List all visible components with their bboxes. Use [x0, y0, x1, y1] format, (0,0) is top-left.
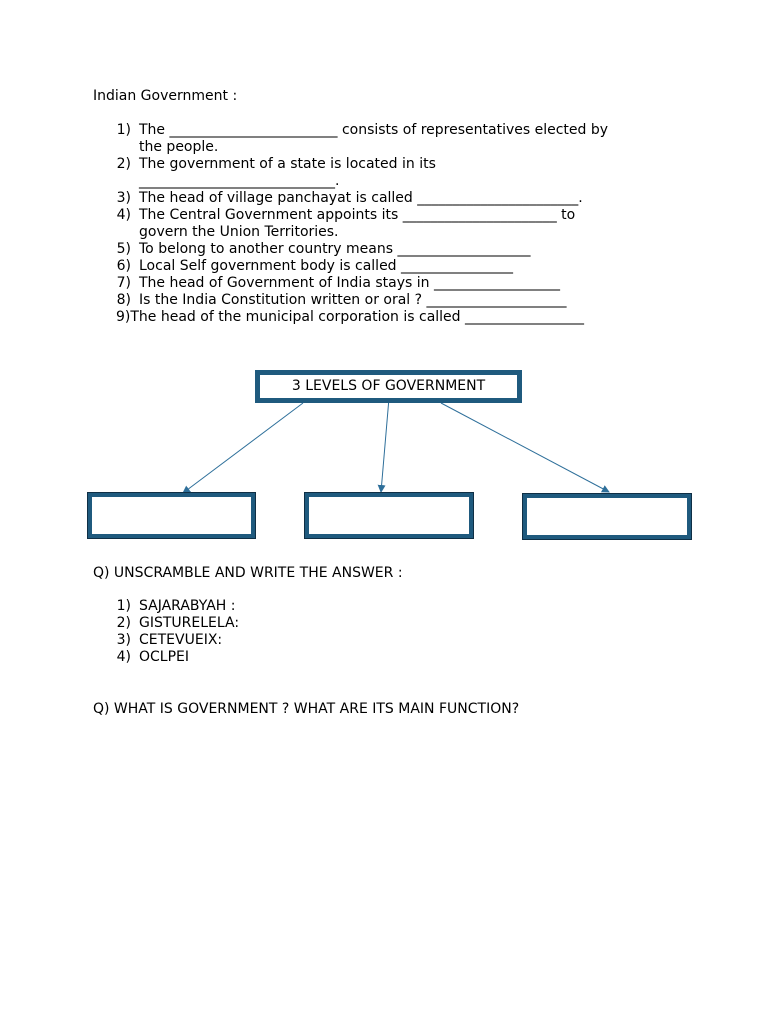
question-text: The government of a state is located in its: [139, 156, 436, 172]
list-item: OCLPEI: [139, 649, 190, 665]
list-item: SAJARABYAH :: [139, 598, 236, 614]
list-item-number: 2): [116, 615, 131, 631]
question-number: 3): [116, 190, 131, 206]
question-text: To belong to another country means ___________________: [139, 241, 531, 257]
diagram-title-box: [255, 370, 522, 403]
page-heading: Indian Government :: [93, 88, 238, 104]
question-text: The head of village panchayat is called _______________________.: [139, 190, 583, 206]
question-text: 9)The head of the municipal corporation is called _________________: [116, 309, 585, 325]
list-item: CETEVUEIX:: [139, 632, 223, 648]
list-item-number: 4): [116, 649, 131, 665]
question-number: 4): [116, 207, 131, 223]
question-text: The ________________________ consists of representatives elected by: [139, 122, 609, 138]
question-text: ____________________________.: [139, 173, 340, 189]
question-text: Is the India Constitution written or oral ? ____________________: [139, 292, 567, 308]
final-question: Q) WHAT IS GOVERNMENT ? WHAT ARE ITS MAIN FUNCTION?: [93, 701, 520, 717]
question-number: 6): [116, 258, 131, 274]
question-text: Local Self government body is called ________________: [139, 258, 514, 274]
arrow-right: [441, 403, 609, 492]
diagram-title: 3 LEVELS OF GOVERNMENT: [291, 378, 486, 394]
question-text: The Central Government appoints its ______________________ to: [139, 207, 576, 223]
answer-box-left[interactable]: [87, 492, 256, 539]
question-text: govern the Union Territories.: [139, 224, 339, 240]
question-number: 2): [116, 156, 131, 172]
question-number: 7): [116, 275, 131, 291]
arrow-middle: [381, 398, 389, 492]
list-item-number: 1): [116, 598, 131, 614]
question-text: The head of Government of India stays in __________________: [139, 275, 560, 291]
question-number: 5): [116, 241, 131, 257]
answer-box-middle[interactable]: [304, 492, 474, 539]
list-item-number: 3): [116, 632, 131, 648]
arrow-left: [183, 403, 303, 493]
unscramble-heading: Q) UNSCRAMBLE AND WRITE THE ANSWER :: [93, 565, 403, 581]
answer-box-right[interactable]: [522, 493, 692, 540]
question-number: 8): [116, 292, 131, 308]
question-text: the people.: [139, 139, 219, 155]
question-number: 1): [116, 122, 131, 138]
list-item: GISTURELELA:: [139, 615, 240, 631]
